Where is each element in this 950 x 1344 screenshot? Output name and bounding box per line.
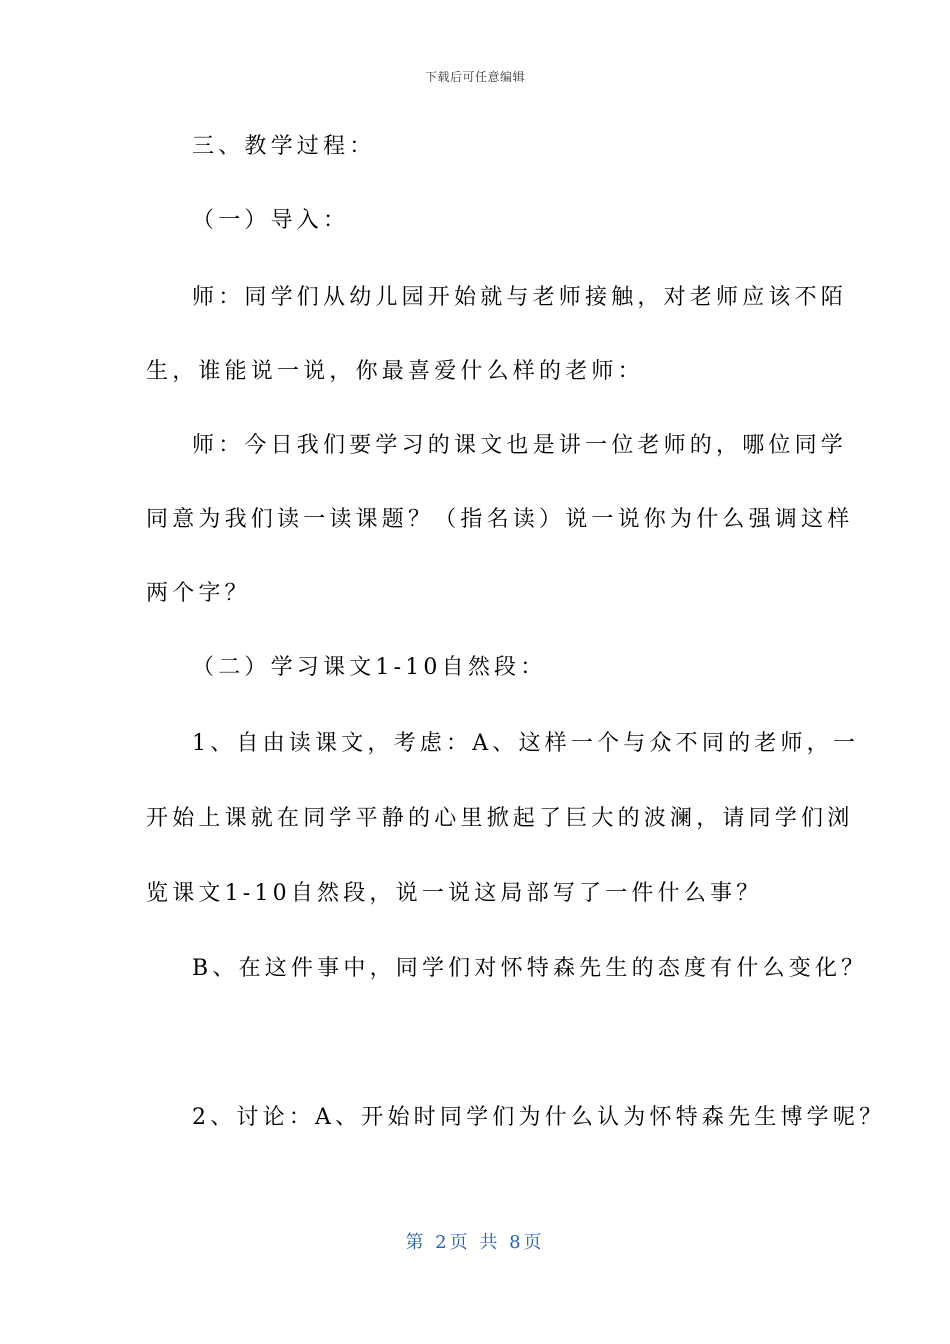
paragraph-line: 1、自由读课文，考虑：A、这样一个与众不同的老师，一 (192, 731, 860, 756)
paragraph-line: 师：同学们从幼儿园开始就与老师接触，对老师应该不陌 (192, 285, 848, 310)
paragraph-line: B、在这件事中，同学们对怀特森先生的态度有什么变化？ (192, 956, 868, 981)
paragraph-line: 生，谁能说一说，你最喜爱什么样的老师： (146, 359, 644, 384)
paragraph-line: 开始上课就在同学平静的心里掀起了巨大的波澜，请同学们浏 (146, 806, 854, 831)
paragraph-line: 同意为我们读一读课题？（指名读）说一说你为什么强调这样 (146, 507, 854, 532)
paragraph-line: 师：今日我们要学习的课文也是讲一位老师的，哪位同学 (192, 433, 848, 458)
paragraph-line: 两个字？ (146, 581, 251, 606)
section-heading: 三、教学过程： (192, 134, 376, 159)
page-header: 下载后可任意编辑 (424, 70, 525, 84)
paragraph-line: 2、讨论：A、开始时同学们为什么认为怀特森先生博学呢？ (192, 1105, 886, 1130)
page-footer: 第 2页 共 8页 (405, 1232, 545, 1253)
subsection-heading: （一）导入： (192, 208, 350, 233)
subsection-heading: （二）学习课文1-10自然段： (192, 655, 547, 680)
paragraph-line: 览课文1-10自然段，说一说这局部写了一件什么事？ (146, 881, 763, 906)
